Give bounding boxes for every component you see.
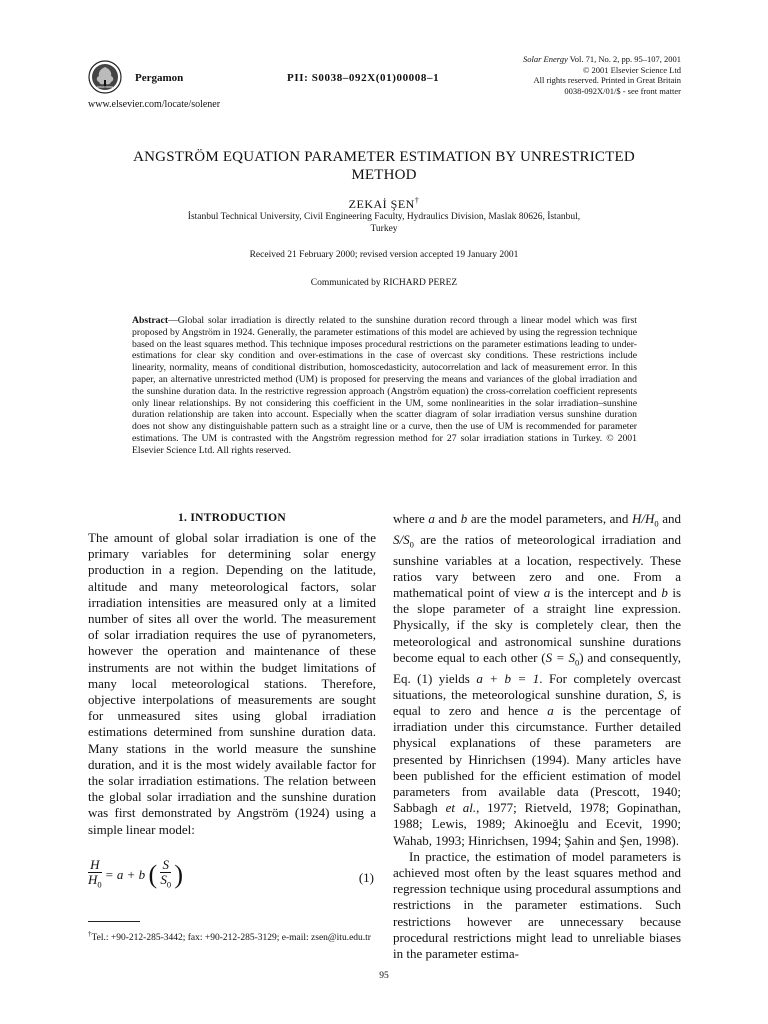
equation-left-paren: (	[148, 859, 158, 889]
page-number: 95	[379, 971, 389, 981]
title-line-1: ANGSTRÖM EQUATION PARAMETER ESTIMATION BY UNRESTRICTED	[133, 149, 635, 165]
equation-right-paren: )	[174, 859, 184, 889]
publisher-name: Pergamon	[135, 72, 184, 84]
author-footnote	[88, 928, 376, 944]
communicated-by: Communicated by RICHARD PEREZ	[310, 278, 458, 288]
copyright-line: © 2001 Elsevier Science Ltd	[582, 64, 681, 75]
right-column	[393, 511, 681, 962]
equation-lhs-fraction	[88, 858, 102, 892]
rights-line: All rights reserved. Printed in Great Britain	[533, 75, 681, 86]
equation-1	[88, 858, 376, 898]
abstract	[132, 315, 637, 457]
author-footnote-mark: †	[414, 196, 420, 205]
intro-paragraph: The amount of global solar irradiation is one of the primary variables for determining solar energy production in a region. Depending on the latitude, altitude and many meteorological factors, solar irradiation intensities are measured only at a limited number of sites all over the world. The measurement of solar irradiation requires the use of pyranometers, however the operation and maintenance of these instruments are not within the budget limitations of many local meteorological stations. Therefore, objective interpolations of measurements are sought for unmeasured sites using global irradiation estimations determined from sunshine duration data. Many stations in the world measure the sunshine duration, and it is the most widely available factor for the solar irradiation estimations. The relation between the global solar irradiation and the sunshine duration was first demonstrated by Angström (1924) using a simple linear model:	[88, 530, 376, 837]
affiliation-line-2: Turkey	[370, 224, 398, 234]
equation-lhs-den-sub: 0	[97, 879, 102, 890]
equation-number: (1)	[358, 870, 374, 885]
author-text: ZEKAİ ŞEN	[348, 197, 415, 211]
journal-website[interactable]: www.elsevier.com/locate/solener	[88, 99, 221, 110]
footnote-text: Tel.: +90-212-285-3442; fax: +90-212-285-3129; e-mail: zsen@itu.edu.tr	[91, 933, 371, 944]
right-paragraph-2: In practice, the estimation of model parameters is achieved most often by the least squares method and regression technique using procedural assumptions and restrictions in the parameter estimations. Such restrictions however are unnecessary because procedural restrictions might lead to unreliable biases in the parameter estima-	[393, 848, 681, 962]
paper-title	[88, 148, 680, 184]
equation-rhs-den-sub: 0	[166, 879, 172, 890]
equation-middle: = a + b	[104, 866, 146, 882]
section-heading: 1. INTRODUCTION	[177, 512, 286, 524]
journal-name: Solar Energy	[522, 54, 568, 64]
author-name	[88, 196, 680, 212]
elsevier-tree-logo	[88, 60, 122, 94]
journal-volume: Vol. 71, No. 2, pp. 95–107, 2001	[567, 54, 681, 64]
received-dates: Received 21 February 2000; revised version accepted 19 January 2001	[249, 250, 519, 260]
footnote-divider	[88, 921, 140, 922]
equation-rhs-den-var: S	[160, 872, 167, 887]
footnote-mark: †	[88, 930, 92, 938]
equation-body	[88, 858, 183, 892]
journal-info	[441, 54, 681, 96]
equation-lhs-denominator	[88, 873, 102, 892]
equation-rhs-fraction	[160, 858, 171, 892]
equation-rhs-numerator: S	[160, 858, 171, 873]
equation-rhs-denominator	[160, 873, 171, 892]
pii-identifier: PII: S0038–092X(01)00008–1	[287, 72, 440, 84]
issn-line: 0038-092X/01/$ - see front matter	[564, 85, 681, 96]
journal-citation	[441, 54, 681, 65]
equation-lhs-numerator: H	[88, 858, 102, 873]
abstract-text: —Global solar irradiation is directly related to the sunshine duration record through a linear model which was first proposed by Angström in 1924. Generally, the parameter estimations of this model are achieved by using the regression technique based on the least squares method. This technique imposes procedural restrictions on the parameter estimations leading to under-estimations for clear sky condition and over-estimations in the case of overcast sky conditions. These restrictions include linearity, normality, means of conditional distribution, homoscedasticity, autocorrelation and lack of measurement error. In this paper, an alternative unrestricted method (UM) is proposed for preserving the means and variances of the global irradiation and the sunshine duration data. In the restrictive regression approach (Angström equation) the cross-correlation coefficient represents only linear relationships. By not considering this coefficient in the UM, some nonlinearities in the solar irradiation–sunshine duration relationship are taken into account. Especially when the scatter diagram of solar irradiation versus sunshine duration does not show any distinguishable pattern such as a straight line or a curve, then the use of UM is recommended for parameter estimations. The UM is contrasted with the Angström regression method for 27 solar irradiation stations in Turkey. © 2001 Elsevier Science Ltd. All rights reserved.	[132, 315, 637, 456]
left-column	[88, 530, 376, 838]
affiliation-line-1: İstanbul Technical University, Civil Engineering Faculty, Hydraulics Division, Maslak 80626, İstanbul,	[187, 212, 581, 222]
right-paragraph-1: where a and b are the model parameters, and $H/H_0$ and $S/S_0$ are the ratios of meteorological irradiation and sunshine variables at a location, respectively. These ratios vary between zero and one. From a mathematical point of view a is the intercept and b is the slope parameter of a straight line expression. Physically, if the sky is completely clear, then the meteorological and astronomical sunshine durations become equal to each other $(S = S_0)$ and consequently, Eq. (1) yields a + b = 1. For completely overcast situations, the meteorological sunshine duration, S, is equal to zero and hence a is the percentage of irradiation under this circumstance. Further detailed physical explanations of these parameters are presented by Hinrichsen (1994). Many articles have been published for the efficient estimation of model parameters from available data (Prescott, 1940; Sabbagh et al., 1977; Rietveld, 1978; Gopinathan, 1988; Lewis, 1989; Akinoeğlu and Ecevit, 1990; Wahab, 1993; Hinrichsen, 1994; Şahin and Şen, 1998).	[393, 511, 682, 848]
abstract-label: Abstract	[132, 315, 169, 326]
author-affiliation	[130, 211, 638, 235]
title-line-2: METHOD	[351, 167, 417, 183]
equation-lhs-den-var: H	[88, 872, 98, 887]
